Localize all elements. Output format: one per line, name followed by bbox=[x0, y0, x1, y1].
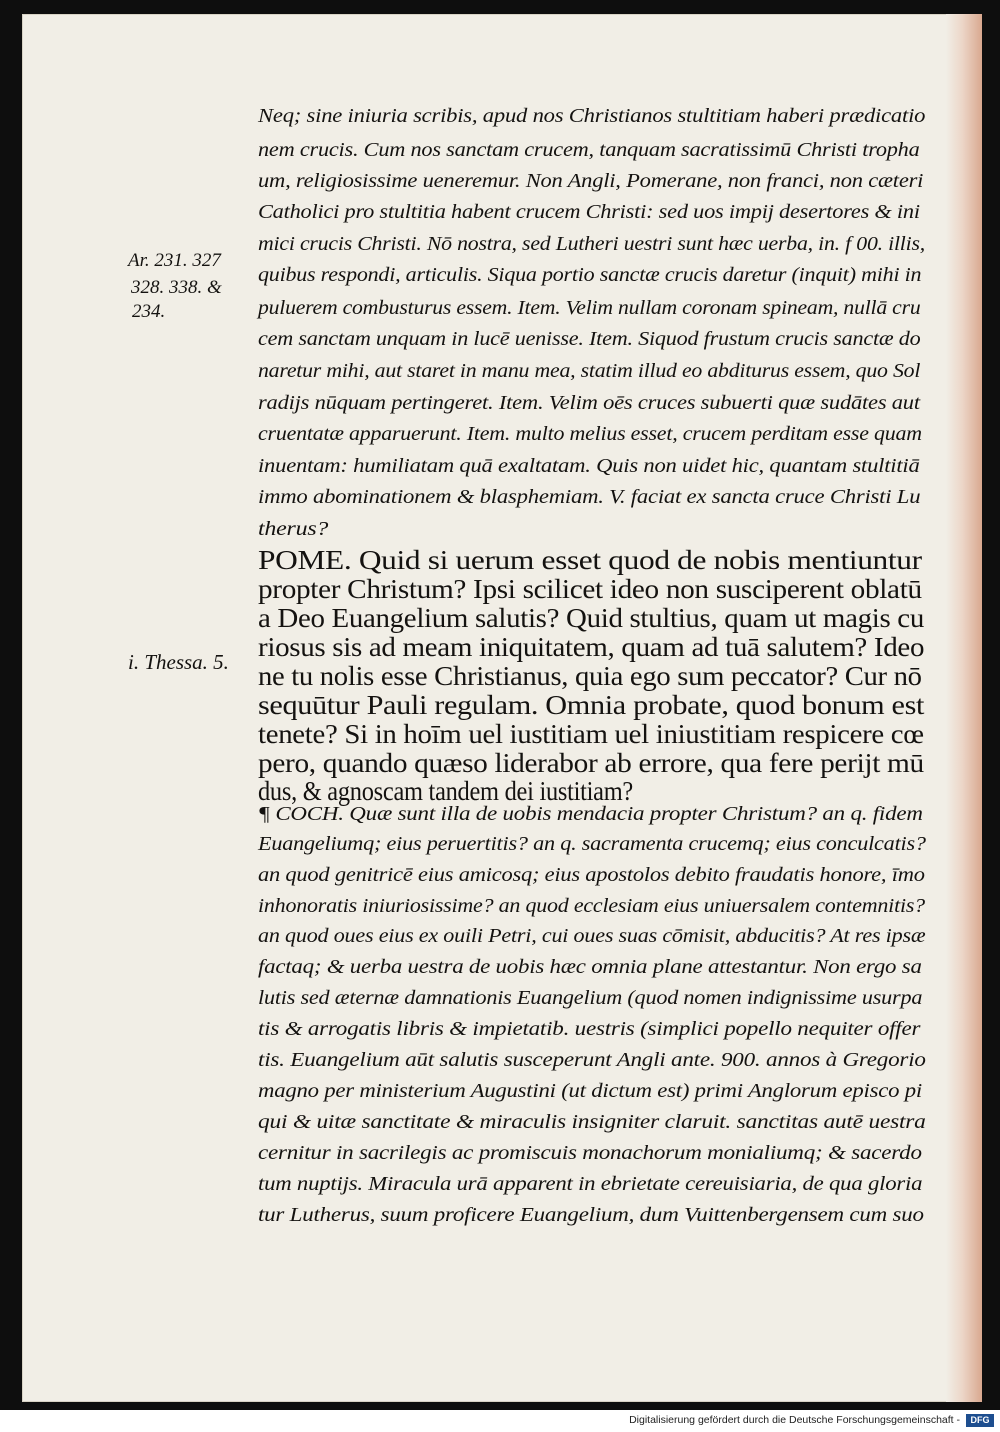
text-line: quibus respondi, articulis. Siqua portio sanctæ crucis daretur (inquit) mihi in bbox=[258, 264, 922, 286]
text-line: a Deo Euangelium salutis? Quid stultius, quam ut magis cu bbox=[258, 603, 924, 633]
margin-note-line: i. Thessa. 5. bbox=[128, 650, 229, 674]
text-line: tis. Euangelium aūt salutis susceperunt Angli ante. 900. annos à Gregorio bbox=[258, 1049, 926, 1071]
text-line: tenete? Si in hoīm uel iustitiam uel iniustitiam respicere cœ bbox=[258, 719, 924, 749]
text-line: tur Lutherus, suum proficere Euangelium, dum Vuittenbergensem cum suo bbox=[258, 1204, 924, 1226]
text-line: puluerem combusturus essem. Item. Velim nullam coronam spineam, nullā cru bbox=[258, 297, 921, 319]
text-line: lutis sed æternæ damnationis Euangelium (quod nomen indignissime usurpa bbox=[258, 987, 923, 1009]
text-line: riosus sis ad meam iniquitatem, quam ad tuā salutem? Ideo bbox=[258, 632, 925, 662]
text-line: nem crucis. Cum nos sanctam crucem, tanquam sacratissimū Christi tropha bbox=[258, 139, 920, 161]
text-line: qui & uitæ sanctitate & miraculis insigniter claruit. sanctitas autē uestra bbox=[258, 1111, 926, 1133]
text-line: tum nuptijs. Miracula urā apparent in ebrietate cereuisiaria, de qua gloria bbox=[258, 1173, 923, 1195]
text-line: mici crucis Christi. Nō nostra, sed Lutheri uestri sunt hæc uerba, in. f 00. illis, bbox=[258, 233, 926, 255]
text-line: tis & arrogatis libris & impietatib. uestris (simplici popello nequiter offer bbox=[258, 1018, 921, 1040]
text-line: cem sanctam unquam in lucē uenisse. Item. Siquod frustum crucis sanctæ do bbox=[258, 328, 921, 350]
text-line: Neq; sine iniuria scribis, apud nos Christianos stultitiam haberi prædicatio bbox=[258, 105, 926, 127]
text-line: Catholici pro stultitia habent crucem Christi: sed uos impij desertores & ini bbox=[258, 201, 920, 223]
text-line: cruentatæ apparuerunt. Item. multo melius esset, crucem perditam esse quam bbox=[258, 423, 922, 445]
text-line: ne tu nolis esse Christianus, quia ego sum peccator? Cur nō bbox=[258, 661, 922, 691]
text-line: magno per ministerium Augustini (ut dictum est) primi Anglorum episco pi bbox=[258, 1080, 922, 1102]
text-line: ¶ COCH. Quæ sunt illa de uobis mendacia propter Christum? an q. fidem bbox=[258, 803, 923, 825]
margin-note-line: Ar. 231. 327 bbox=[128, 250, 221, 271]
text-line: um, religiosissime ueneremur. Non Angli, Pomerane, non franci, non cæteri bbox=[258, 170, 924, 192]
text-line: sequūtur Pauli regulam. Omnia probate, quod bonum est bbox=[258, 690, 925, 720]
text-line: inuentam: humiliatam quā exaltatam. Quis non uidet hic, quantam stultitiā bbox=[258, 455, 920, 477]
text-line: dus, & agnoscam tandem dei iustitiam? bbox=[258, 776, 633, 806]
text-line: Euangeliumq; eius peruertitis? an q. sacramenta crucemq; eius conculcatis? bbox=[258, 833, 926, 855]
footer-credit: Digitalisierung gefördert durch die Deutsche Forschungsgemeinschaft - bbox=[629, 1414, 960, 1426]
text-line: immo abominationem & blasphemiam. V. faciat ex sancta cruce Christi Lu bbox=[258, 486, 921, 508]
text-line: factaq; & uerba uestra de uobis hæc omnia plane attestantur. Non ergo sa bbox=[258, 956, 922, 978]
margin-note-line: 234. bbox=[132, 301, 166, 322]
text-line: an quod oues eius ex ouili Petri, cui oues suas cōmisit, abducitis? At res ipsæ bbox=[258, 925, 926, 947]
text-line: naretur mihi, aut staret in manu mea, statim illud eo abditurus essem, quo Sol bbox=[258, 360, 921, 382]
page-edge bbox=[946, 14, 982, 1402]
text-line: pero, quando quæso liderabor ab errore, qua fere perijt mū bbox=[258, 748, 924, 778]
text-line: an quod genitricē eius amicosq; eius apostolos debito fraudatis honore, īmo bbox=[258, 864, 925, 886]
footer bbox=[0, 1410, 1000, 1432]
text-line: therus? bbox=[258, 518, 329, 540]
text-line: propter Christum? Ipsi scilicet ideo non susciperent oblatū bbox=[258, 574, 922, 604]
text-line: POME. Quid si uerum esset quod de nobis mentiuntur bbox=[258, 545, 922, 575]
text-line: cernitur in sacrilegis ac promiscuis monachorum monialiumq; & sacerdo bbox=[258, 1142, 922, 1164]
margin-note-line: 328. 338. & bbox=[131, 277, 222, 298]
text-line: radijs nūquam pertingeret. Item. Velim oēs cruces subuerti quæ sudātes aut bbox=[258, 392, 920, 414]
text-line: inhonoratis iniuriosissime? an quod ecclesiam eius uniuersalem contemnitis? bbox=[258, 895, 925, 917]
dfg-logo: DFG bbox=[966, 1414, 994, 1427]
